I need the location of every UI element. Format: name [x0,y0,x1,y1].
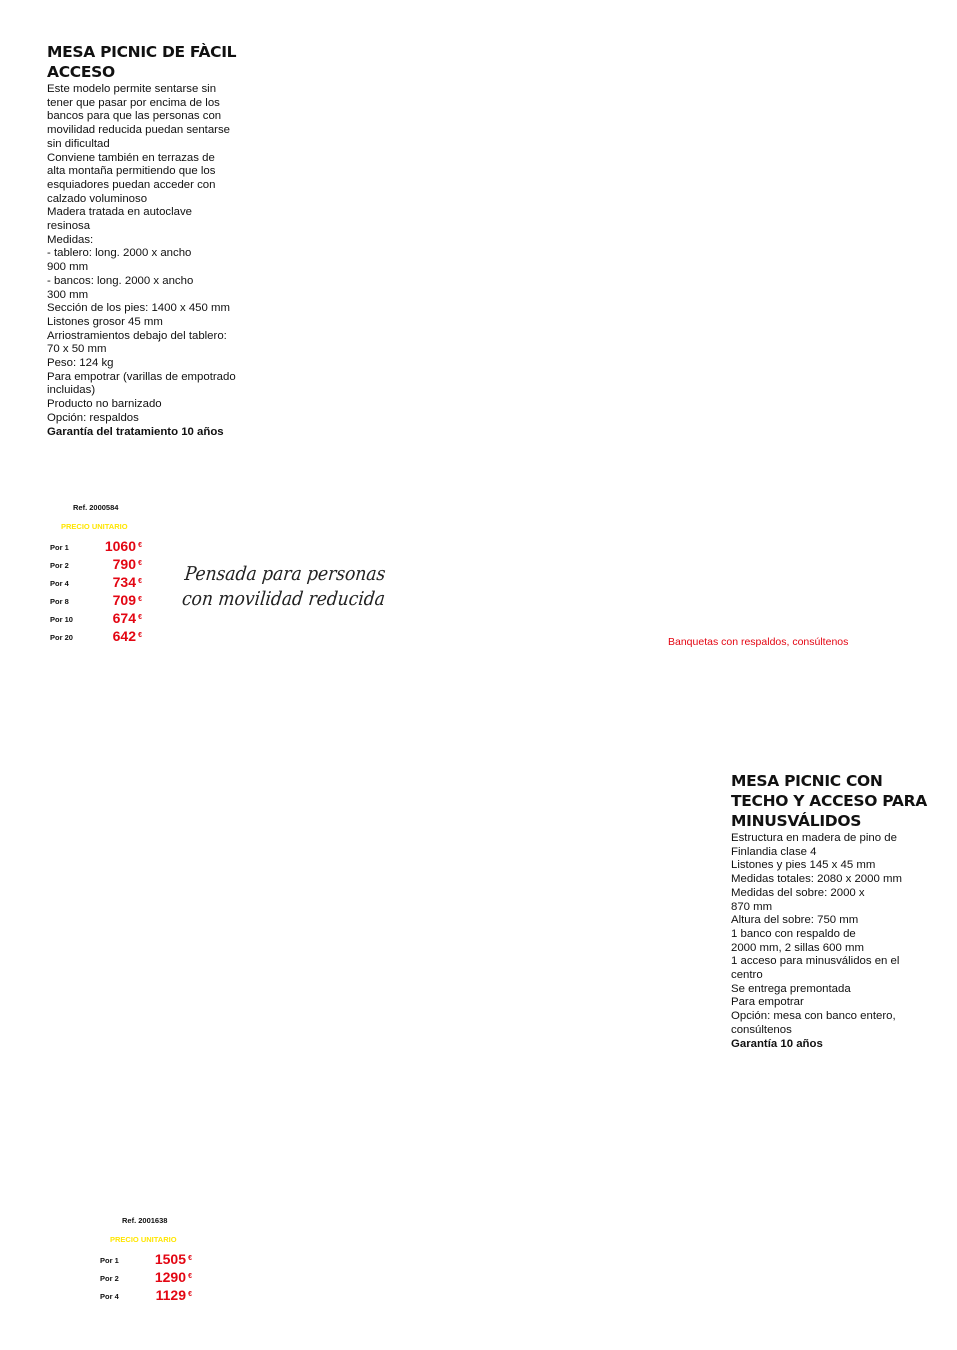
backrest-note: Banquetas con respaldos, consúltenos [668,636,849,648]
description-line: 870 mm [731,900,773,913]
unit-price-label: PRECIO UNITARIO [110,1235,177,1244]
description-line: Producto no barnizado [47,398,162,411]
price-row [50,538,145,556]
description-line: Madera tratada en autoclave [47,206,193,219]
currency-symbol: € [188,1273,192,1280]
guarantee-text: Garantía 10 años [731,1037,823,1050]
price-quantity: Por 4 [50,579,69,588]
description-line: 2000 mm, 2 sillas 600 mm [731,941,864,954]
currency-symbol: € [138,560,142,567]
price-row [50,628,145,646]
description-line: alta montaña permitiendo que los [47,165,216,178]
product1-info [47,42,277,439]
price-row [50,574,145,592]
price-row [50,556,145,574]
description-line: Estructura en madera de pino de [731,832,897,844]
price-value: 642 [112,628,136,644]
price-value: 674 [112,610,136,626]
product1-title [47,42,277,82]
currency-symbol: € [138,542,142,549]
price-value: 709 [112,592,136,608]
description-line: Arriostramientos debajo del tablero: [47,329,227,342]
price-value: 1129 [155,1287,186,1303]
price-quantity: Por 4 [100,1292,119,1301]
description-line: sin dificultad [47,137,110,150]
description-line: centro [731,969,763,982]
product2-title-line: MINUSVÁLIDOS [731,812,862,830]
description-line: movilidad reducida puedan sentarse [47,124,231,137]
description-line: Medidas: [47,233,94,246]
description-line: - bancos: long. 2000 x ancho [47,274,194,287]
product2-description [731,832,931,1051]
product2-price-table [97,1216,197,1306]
description-line: Altura del sobre: 750 mm [731,914,859,927]
guarantee-text: Garantía del tratamiento 10 años [47,425,224,438]
price-quantity: Por 8 [50,597,69,606]
description-line: consúltenos [731,1023,792,1036]
description-line: Opción: mesa con banco entero, [731,1010,896,1023]
description-line: Para empotrar (varillas de empotrado [47,370,236,383]
description-line: 300 mm [47,288,89,301]
description-line: Conviene también en terrazas de [47,151,215,164]
description-line: Opción: respaldos [47,411,139,424]
price-row [100,1287,195,1305]
price-value: 734 [112,574,136,590]
price-row [100,1251,195,1269]
description-line: esquiadores puedan acceder con [47,178,216,191]
price-quantity: Por 10 [50,615,73,624]
currency-symbol: € [188,1255,192,1262]
description-line: 70 x 50 mm [47,343,107,356]
description-line: calzado voluminoso [47,192,148,205]
handwritten-note [181,562,389,612]
description-line: Medidas del sobre: 2000 x [731,886,865,899]
price-value: 1060 [104,538,136,554]
product2-title [731,771,931,831]
price-value: 790 [112,556,136,572]
product2-title-line: TECHO Y ACCESO PARA [731,792,927,810]
price-row [50,592,145,610]
currency-symbol: € [138,578,142,585]
description-line: resinosa [47,220,91,233]
price-quantity: Por 2 [100,1274,119,1283]
price-quantity: Por 20 [50,633,73,642]
product1-price-table [47,503,147,648]
currency-symbol: € [188,1291,192,1298]
unit-price-label: PRECIO UNITARIO [61,522,128,531]
currency-symbol: € [138,632,142,639]
price-value: 1290 [154,1269,186,1285]
description-line: Se entrega premontada [731,982,851,995]
currency-symbol: € [138,614,142,621]
price-quantity: Por 1 [50,543,69,552]
price-row [100,1269,195,1287]
description-line: incluidas) [47,384,96,397]
price-quantity: Por 1 [100,1256,119,1265]
product2-ref: Ref. 2001638 [122,1216,168,1225]
description-line: Peso: 124 kg [47,357,114,370]
currency-symbol: € [138,596,142,603]
description-line: bancos para que las personas con [47,110,222,123]
description-line: Finlandia clase 4 [731,845,817,858]
product2-title-line: MESA PICNIC CON [731,772,883,790]
product1-ref: Ref. 2000584 [73,503,119,512]
description-line: tener que pasar por encima de los [47,96,220,109]
product1-description [47,83,277,439]
product2-info [731,771,931,1051]
handwritten-line: Pensada para personas [183,563,387,585]
product1-title-line: MESA PICNIC DE FÀCIL [47,43,237,61]
description-line: Para empotrar [731,996,804,1009]
description-line: Medidas totales: 2080 x 2000 mm [731,873,902,886]
description-line: Listones grosor 45 mm [47,315,163,328]
description-line: Listones y pies 145 x 45 mm [731,859,876,872]
description-line: 1 acceso para minusválidos en el [731,955,900,968]
description-line: Este modelo permite sentarse sin [47,83,217,95]
description-line: Sección de los pies: 1400 x 450 mm [47,302,230,315]
price-quantity: Por 2 [50,561,69,570]
description-line: - tablero: long. 2000 x ancho [47,247,192,260]
price-row [50,610,145,628]
product1-title-line: ACCESO [47,63,115,81]
description-line: 900 mm [47,261,89,274]
handwritten-line: con movilidad reducida [180,588,387,610]
description-line: 1 banco con respaldo de [731,927,856,940]
price-value: 1505 [154,1251,186,1267]
